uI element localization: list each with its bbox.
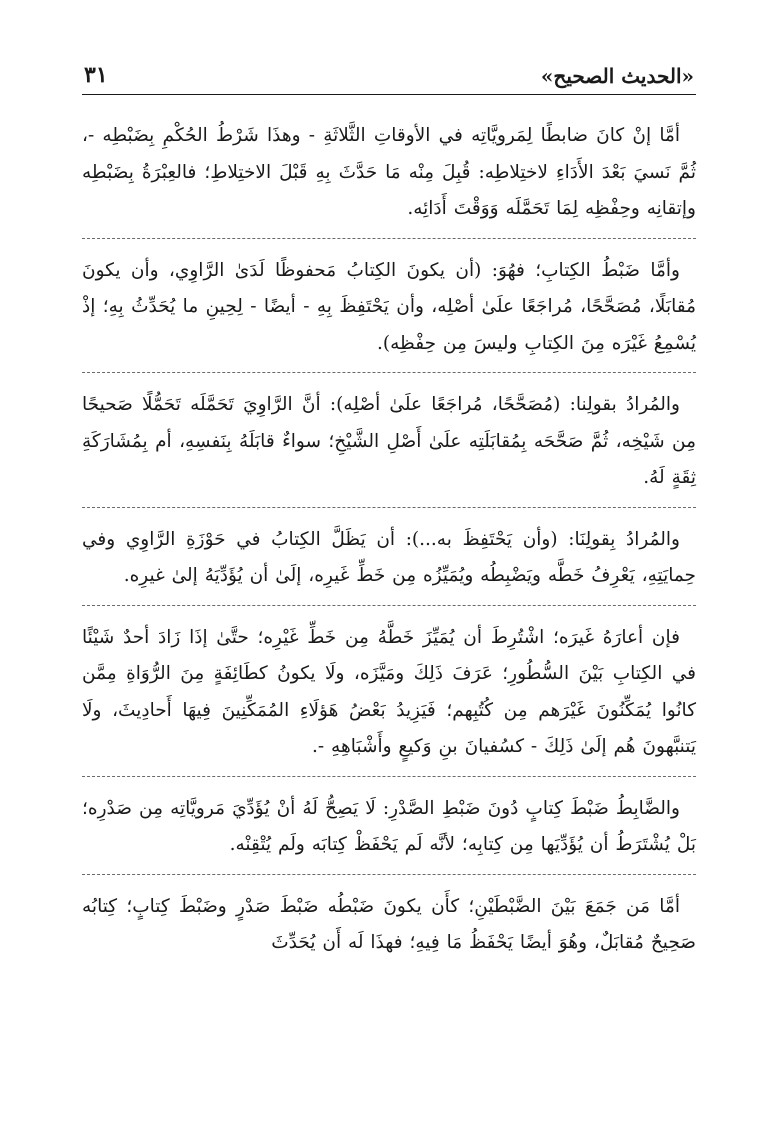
paragraph-3: والمُرادُ بقولِنا: (مُصَحَّحًا، مُراجَعًا علَىٰ أصْلِه): أنَّ الرَّاوِيَ تَحَمَّلَه تَحَمُّلًا صَحيحًا مِن شَيْخِه، ثُمَّ صَحَّحَه بِمُقابَلَتِه علَىٰ أَصْلِ الشَّيْخِ؛ سواءٌ قابَلَهُ بِنَفسِهِ، أم بِمُشَارَكَةِ ثِقَةٍ لَهُ. <box>82 394 696 488</box>
paragraph-1: أمَّا إنْ كانَ ضابطًا لِمَرويَّاتِه في الأوقاتِ الثَّلاثَةِ - وهذَا شَرْطُ الحُكْمِ بِضَبْطِه -، ثُمَّ نَسيَ بَعْدَ الأَدَاءِ لاختِلاطِه: قُبِلَ مِنْه مَا حَدَّثَ بِهِ قَبْلَ الاختِلاطِ؛ فالعِبْرَةُ بِضَبْطِه وإتقانِه وحِفْظِه لِمَا تَحَمَّلَه وَوَقْتَ أَدَائِه. <box>82 125 696 219</box>
running-title: «الحديث الصحيح» <box>540 64 694 88</box>
paragraph-divider <box>82 238 696 239</box>
paragraph-4: والمُرادُ بِقولِنَا: (وأن يَحْتَفِظَ به...): أن يَظَلَّ الكِتابُ في حَوْزَةِ الرَّاوِي وفي حِمايَتِهِ، يَعْرِفُ خَطَّه ويَضْبِطُه ويُمَيِّزُه مِن خَطِّ غَيرِه، إلَىٰ أن يُؤَدِّيَهُ إلىٰ غيرِه. <box>82 528 696 586</box>
page-body <box>82 118 696 962</box>
paragraph-5: فإن أعارَهُ غَيرَه؛ اشْتُرِطَ أن يُمَيِّزَ خَطَّهُ مِن خَطِّ غَيْرِه؛ حتَّىٰ إذَا زَادَ أحدٌ شَيْئًا في الكِتابِ بَيْنَ السُّطُورِ؛ عَرَفَ ذَلِكَ ومَيَّزَه، ولَا يكونُ كطَائِفَةٍ مِنَ الرُّوَاةِ مِمَّن كانُوا يُمَكِّنُونَ غَيْرَهم مِن كُتُبِهم؛ فَيَزِيدُ بَعْضُ هَؤلَاءِ المُمَكِّنِينَ فِيهَا أَحادِيثَ، ولَا يَتنبَّهونَ هُم إلَىٰ ذَلِكَ - كسُفيانَ بنِ وَكيعٍ وأَشْبَاهِهِ -. <box>82 626 696 757</box>
paragraph-divider <box>82 372 696 373</box>
paragraph-divider <box>82 605 696 606</box>
paragraph-divider <box>82 776 696 777</box>
paragraph-divider <box>82 507 696 508</box>
page-number: ٣١ <box>84 62 108 88</box>
page-header <box>82 58 696 95</box>
paragraph-divider <box>82 874 696 875</box>
paragraph-2: وأمَّا ضَبْطُ الكِتابِ؛ فهُوَ: (أن يكونَ الكِتابُ مَحفوظًا لَدَىٰ الرَّاوِي، وأن يكونَ مُقابَلًا، مُصَحَّحًا، مُراجَعًا علَىٰ أصْلِه، وأن يَحْتَفِظَ بِهِ - أيضًا - لِحِينِ ما يُحَدِّثُ بِهِ؛ إذْ يُسْمِعُ غَيْرَه مِنَ الكِتابِ وليسَ مِن حِفْظِه). <box>82 259 696 354</box>
paragraph-7: أمَّا مَن جَمَعَ بَيْنَ الضَّبْطَيْنِ؛ كأَن يكونَ ضَبْطُه ضَبْطَ صَدْرٍ وضَبْطَ كِتابٍ؛ كِتابُه صَحِيحٌ مُقابَلٌ، وهُوَ أيضًا يَحْفَظُ مَا فِيهِ؛ فهذَا لَه أَن يُحَدِّثَ <box>82 895 696 953</box>
paragraph-6: والضَّابِطُ ضَبْطَ كِتابٍ دُونَ ضَبْطِ الصَّدْرِ: لَا يَصِحُّ لَهُ أنْ يُؤَدِّيَ مَرويَّاتِه مِن صَدْرِه؛ بَلْ يُشْتَرَطُ أن يُؤَدِّيَها مِن كِتابِه؛ لأنَّه لَم يَحْفَظْ كِتابَه ولَم يُتْقِنْه. <box>82 797 696 855</box>
book-page <box>82 58 696 1108</box>
